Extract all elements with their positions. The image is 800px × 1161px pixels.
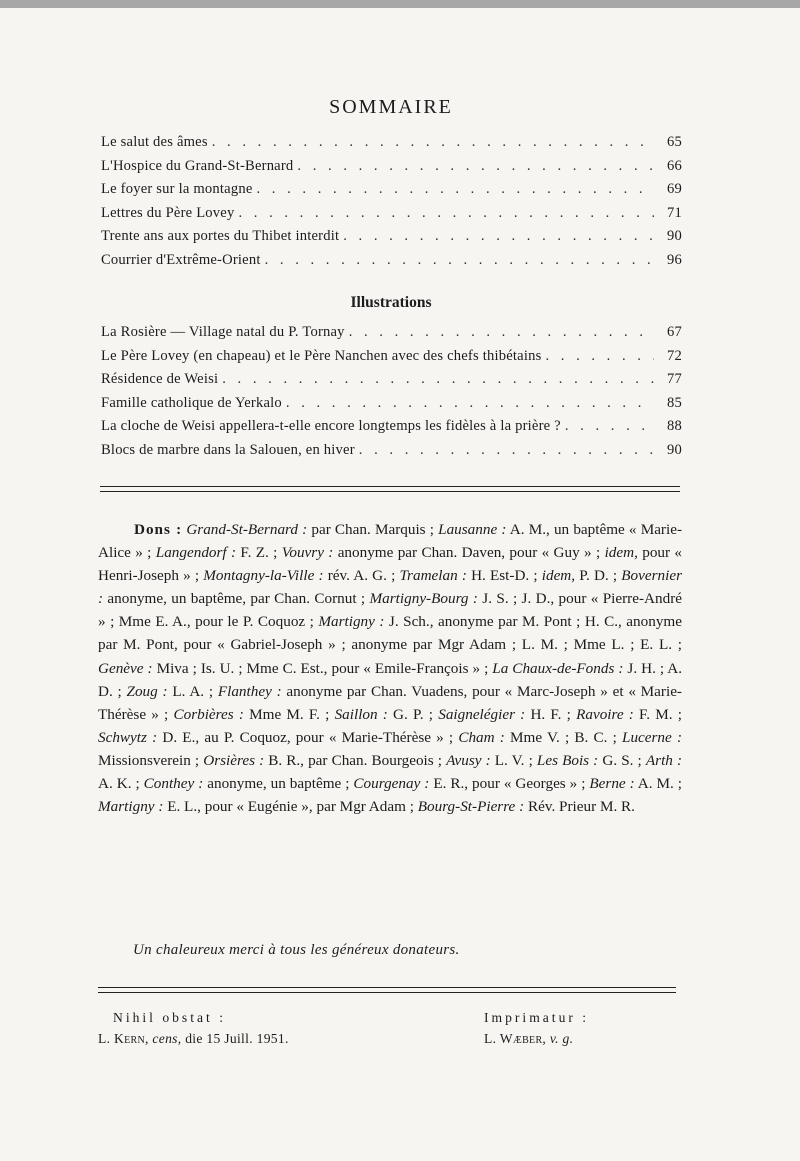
donor-place: Ravoire : [576,705,634,723]
dot-leader [565,418,654,435]
donor-place: Bourg-St-Pierre : [417,798,525,816]
toc-entry-page: 90 [667,228,682,244]
donor-place: Lausanne : [438,521,507,538]
illustration-entry-page: 72 [667,347,682,364]
illustration-entry-page: 67 [667,324,682,340]
donor-detail: anonyme, un baptême, par Chan. Cornut ; [103,590,370,608]
illustration-entry [101,371,682,395]
dot-leader [343,228,654,245]
donor-detail: Mme M. F. ; [243,705,335,723]
donor-detail: H. F. ; [525,705,577,723]
illustration-entry-title: La cloche de Weisi appellera-t-elle encore longtemps les fidèles à la prière ? [101,418,561,434]
donor-place: Saignelégier : [438,705,526,723]
donor-detail: pour « Henri-Joseph » ; [98,544,683,585]
scan-top-edge [0,0,800,8]
donor-detail: E. R., pour « Georges » ; [429,775,590,793]
donor-place: Martigny : [98,798,164,816]
dot-leader [212,134,654,151]
dot-leader [545,348,654,365]
donor-place: Orsières : [203,751,265,769]
toc-entry-title: Le foyer sur la montagne [101,181,253,197]
nihil-obstat-signature [98,1029,289,1049]
illustration-entry [101,442,682,466]
illustration-entry-title: La Rosière — Village natal du P. Tornay [101,324,345,340]
censor-role: cens, [152,1031,182,1046]
donor-place: Cham : [458,728,505,746]
donor-place: Martigny-Bourg : [369,590,478,608]
illustration-entry [101,395,682,419]
donor-place: idem, [541,567,576,585]
donor-place: Zoug : [126,682,168,700]
imprimatur-signature [484,1029,573,1049]
donations-paragraph [98,518,682,818]
imprimatur-role: v. g. [549,1031,574,1046]
donor-detail: Missionsverein ; [98,751,204,769]
illustration-entry-page: 88 [667,418,682,434]
illustration-entry-title: Le Père Lovey (en chapeau) et le Père Nanchen avec des chefs thibétains [101,347,542,364]
donor-detail: L. V. ; [490,751,537,769]
toc-entry-title: Trente ans aux portes du Thibet interdit [101,228,340,244]
donor-detail: A. K. ; [98,775,144,793]
donor-place: Langendorf : [155,544,237,562]
toc-entry [101,205,682,229]
donor-place: Les Bois : [536,751,599,769]
divider-bottom-1 [98,987,676,988]
toc-entry [101,181,682,205]
donor-place: Courgenay : [353,775,430,793]
donor-detail: Rév. Prieur M. R. [524,798,635,816]
donor-place: Conthey : [143,775,204,793]
donor-detail: B. R., par Chan. Bourgeois ; [264,751,447,769]
donor-place: Genève : [98,659,153,677]
page-title: SOMMAIRE [329,96,453,118]
dot-leader [286,395,654,412]
divider-top-1 [100,486,680,487]
illustration-entry-title: Famille catholique de Yerkalo [101,394,282,411]
donor-detail: L. A. ; [167,682,218,700]
imprimatur-block [484,1008,589,1028]
nihil-obstat-label: Nihil obstat : [113,1010,226,1025]
donor-detail: rév. A. G. ; [323,567,400,585]
donor-detail: E. L., pour « Eugénie », par Mgr Adam ; [163,798,418,816]
donor-place: Flanthey : [217,682,282,700]
donor-place: Tramelan : [399,567,467,585]
donor-place: La Chaux-de-Fonds : [492,659,624,677]
donor-detail: H. Est-D. ; [466,567,542,585]
donor-detail: F. Z. ; [236,544,282,562]
donor-place: Grand-St-Bernard : [186,521,308,538]
thanks-line: Un chaleureux merci à tous les généreux donateurs. [133,942,460,958]
illustration-entry-title: Résidence de Weisi [101,371,219,387]
donations-label: Dons : [134,521,183,538]
donor-detail: J. Sch., anonyme par M. Pont ; H. C., anonyme par M. Pont, pour « Gabriel-Joseph » ; anonyme par Mgr Adam ; L. M. ; Mme L. ; E. L. ; [98,613,682,654]
donor-detail: Miva ; Is. U. ; Mme C. Est., pour « Emile-François » ; [152,659,493,677]
donor-detail: P. D. ; [575,567,622,585]
donor-detail: G. P. ; [387,705,439,723]
dot-leader [257,181,655,198]
donor-detail: F. M. ; [633,705,683,723]
donor-detail: J. H. ; A. D. ; [98,659,683,700]
table-of-contents [101,134,682,275]
illustration-entry-title: Blocs de marbre dans la Salouen, en hiver [101,441,355,458]
donor-place: Montagny-la-Ville : [203,567,324,585]
dot-leader [349,324,654,341]
donor-place: Bovernier : [98,567,682,608]
donor-place: idem, [604,544,638,562]
toc-entry-page: 65 [667,134,682,150]
donor-place: Lucerne : [622,728,683,746]
dot-leader [222,371,654,388]
toc-entry-page: 71 [667,204,682,221]
toc-entry [101,158,682,182]
donor-place: Avusy : [446,751,491,769]
toc-entry [101,134,682,158]
donor-detail: anonyme par Chan. Daven, pour « Guy » ; [333,544,605,562]
dot-leader [297,158,654,175]
donor-place: Arth : [645,751,683,769]
toc-entry-title: Courrier d'Extrême-Orient [101,251,261,268]
donor-detail: A. M. ; [634,775,683,793]
dot-leader [359,442,654,459]
donor-detail: anonyme, un baptême ; [203,775,354,793]
toc-entry-page: 96 [667,251,682,268]
donor-detail: D. E., au P. Coquoz, pour « Marie-Thérèse » ; [157,728,459,746]
donor-place: Schwytz : [98,728,158,746]
censor-name: L. Kern, [98,1031,149,1046]
illustrations-heading: Illustrations [350,294,432,311]
illustrations-list [101,324,682,465]
toc-entry-title: L'Hospice du Grand-St-Bernard [101,157,294,174]
illustration-entry-page: 90 [667,441,682,458]
divider-top-2 [100,491,680,492]
toc-entry-page: 66 [667,157,682,174]
donor-place: Corbières : [173,705,244,723]
toc-entry-title: Lettres du Père Lovey [101,204,235,221]
toc-entry [101,252,682,276]
dot-leader [265,252,654,269]
toc-entry-page: 69 [667,181,682,197]
donor-place: Martigny : [318,613,385,631]
censor-date: die 15 Juill. 1951. [185,1031,289,1046]
donor-detail: G. S. ; [598,751,646,769]
donor-place: Saillon : [334,705,388,723]
divider-bottom-2 [98,992,676,993]
dot-leader [238,205,654,222]
donor-detail: A. M., un baptême « Marie-Alice » ; [98,521,683,562]
illustration-entry-page: 85 [667,394,682,411]
imprimatur-label: Imprimatur : [484,1010,590,1025]
donor-detail: J. S. ; J. D., pour « Pierre-André » ; Mme E. A., pour le P. Coquoz ; [98,590,682,631]
imprimatur-name: L. Wæber, [484,1031,547,1046]
toc-entry [101,228,682,252]
illustration-entry-page: 77 [667,371,682,387]
illustration-entry [101,418,682,442]
illustration-entry [101,324,682,348]
nihil-obstat-block [113,1008,226,1028]
donor-place: Berne : [589,775,635,793]
donor-detail: anonyme par Chan. Vuadens, pour « Marc-Joseph » et « Marie-Thérèse » ; [98,682,682,723]
donor-detail: par Chan. Marquis ; [307,521,439,538]
donor-place: Vouvry : [281,544,334,562]
toc-entry-title: Le salut des âmes [101,134,208,150]
illustration-entry [101,348,682,372]
donor-detail: Mme V. ; B. C. ; [504,728,622,746]
